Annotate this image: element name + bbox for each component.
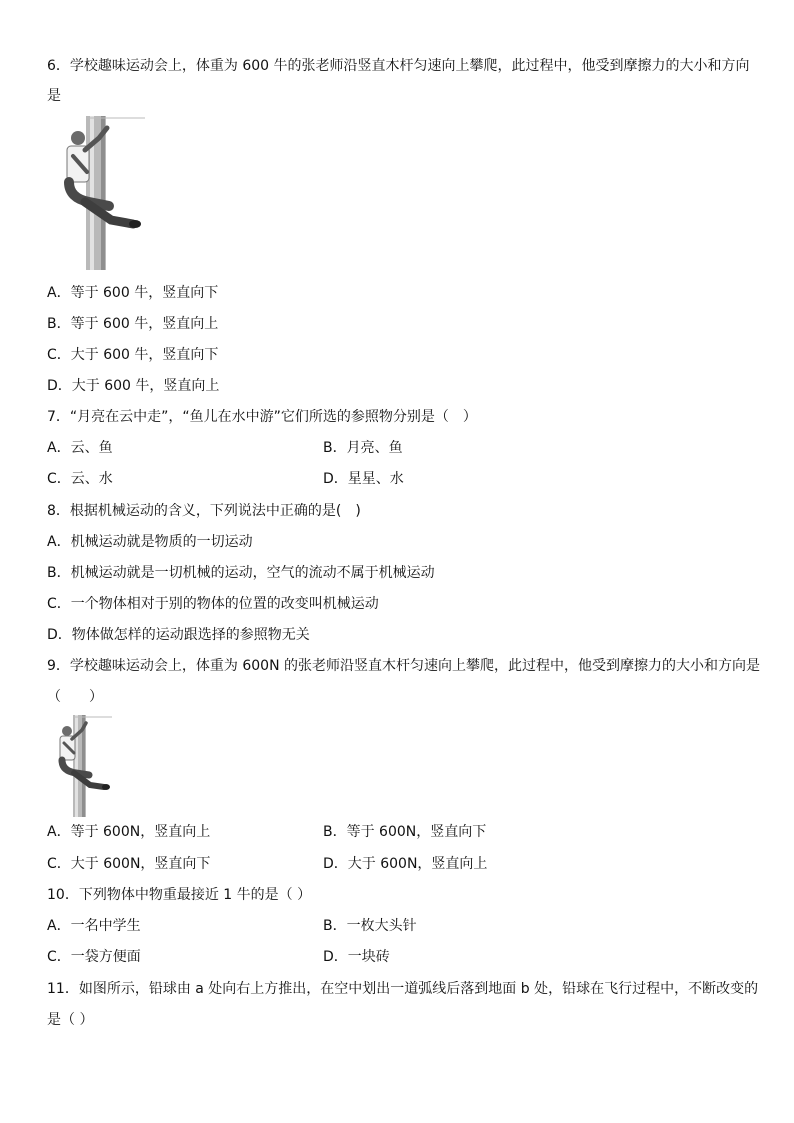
q6-option-d: D．大于 600 牛，竖直向上 xyxy=(47,378,220,394)
q10-stem: 10．下列物体中物重最接近 1 牛的是（ ） xyxy=(47,887,312,903)
q8-option-b: B．机械运动就是一切机械的运动，空气的流动不属于机械运动 xyxy=(47,565,435,581)
q7-option-c: C．云、水 xyxy=(47,471,113,487)
q6-option-a: A．等于 600 牛，竖直向下 xyxy=(47,285,219,301)
q10-option-d: D．一块砖 xyxy=(323,949,390,965)
q7-option-b: B．月亮、鱼 xyxy=(323,440,403,456)
q10-option-a: A．一名中学生 xyxy=(47,918,141,934)
q9-option-c: C．大于 600N，竖直向下 xyxy=(47,856,211,872)
q6-stem-line2: 是 xyxy=(47,88,61,104)
q8-stem: 8．根据机械运动的含义，下列说法中正确的是( ) xyxy=(47,503,361,519)
q7-option-a: A．云、鱼 xyxy=(47,440,113,456)
q9-climber-figure xyxy=(56,715,112,817)
q8-option-c: C．一个物体相对于别的物体的位置的改变叫机械运动 xyxy=(47,596,379,612)
q9-option-b: B．等于 600N，竖直向下 xyxy=(323,824,487,840)
q6-stem-line1: 6．学校趣味运动会上，体重为 600 牛的张老师沿竖直木杆匀速向上攀爬，此过程中，他受到摩擦力的大小和方向 xyxy=(47,58,750,74)
q6-climber-figure xyxy=(55,116,145,270)
q9-stem-line1: 9．学校趣味运动会上，体重为 600N 的张老师沿竖直木杆匀速向上攀爬，此过程中，他受到摩擦力的大小和方向是 xyxy=(47,658,760,674)
q11-stem-line1: 11．如图所示，铅球由 a 处向右上方推出，在空中划出一道弧线后落到地面 b 处，铅球在飞行过程中，不断改变的 xyxy=(47,981,759,997)
q10-option-c: C．一袋方便面 xyxy=(47,949,141,965)
q8-option-a: A．机械运动就是物质的一切运动 xyxy=(47,534,253,550)
q9-stem-line2: （ ） xyxy=(47,689,103,705)
q9-option-a: A．等于 600N，竖直向上 xyxy=(47,824,211,840)
q7-stem: 7．“月亮在云中走”，“鱼儿在水中游”它们所选的参照物分别是（ ） xyxy=(47,409,477,425)
q10-option-b: B．一枚大头针 xyxy=(323,918,417,934)
q8-option-d: D．物体做怎样的运动跟选择的参照物无关 xyxy=(47,627,310,643)
q9-option-d: D．大于 600N，竖直向上 xyxy=(323,856,488,872)
q7-option-d: D．星星、水 xyxy=(323,471,404,487)
q6-option-b: B．等于 600 牛，竖直向上 xyxy=(47,316,219,332)
q11-stem-line2: 是（ ） xyxy=(47,1012,94,1028)
q6-option-c: C．大于 600 牛，竖直向下 xyxy=(47,347,219,363)
